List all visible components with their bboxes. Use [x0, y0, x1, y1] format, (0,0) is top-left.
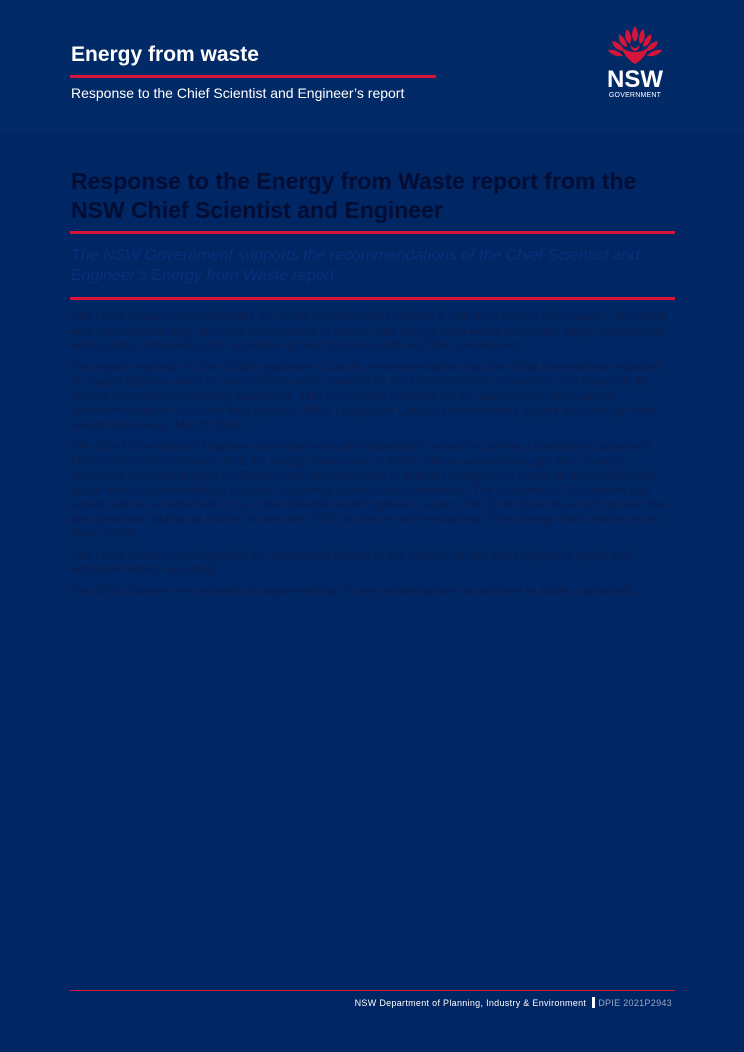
- header-banner: [0, 0, 744, 132]
- lead-statement: The NSW Government supports the recommendations of the Chief Scientist and Engineer’s Energy from Waste report: [71, 247, 640, 284]
- nsw-logo-text: NSW: [607, 66, 663, 93]
- footer-document-code: DPIE 2021P2943: [598, 998, 672, 1008]
- footer-department: NSW Department of Planning, Industry & Environment: [354, 998, 587, 1008]
- banner-subtitle: Response to the Chief Scientist and Engineer’s report: [71, 85, 405, 101]
- waratah-flower-icon: [600, 26, 670, 68]
- nsw-government-logo: [600, 26, 670, 102]
- paragraph: The NSW Government welcomes the Chief Scientist and Engineer’s report on energy from waste. The report was commissioned by the NSW Government to ensure that energy from waste proposals adopt international best practice standards and controls to protect human health and the environment.: [71, 309, 667, 352]
- page-title: Response to the Energy from Waste report from the NSW Chief Scientist and Engineer: [71, 168, 637, 223]
- paragraph: The report responds to the NSW Legislative Council’s recommendation that the NSW Government establish an expert advisory body on energy from waste chaired by the Chief Scientist to examine and report on the energy from waste regulatory framework. This is to create certainty for the market and communities (Recommendation 19 of the final report of NSW Legislative Council Parliamentary Inquiry into Energy from Waste technology, March 2018).: [71, 359, 662, 432]
- paragraph: The NSW Government commits to implementing the recommendations as outlined in Table 1 attached.: [71, 583, 634, 598]
- paragraph: The Chief Scientist and Engineer commissioned an independent review by Sydney University of proposed best practice air emissions limits for energy from waste in NSW. Advice was also sought from Sydney University on technological challenges and developments in aligning energy from waste facilities with NSW government policies relating to waste, recycling, and net-zero emissions. The outcomes of this review and expert advice are attached to the Chief Scientist and Engineer’s report. The Chief Scientist and Engineer has also provided additional advice (November 2020) on the recommendations of his Energy from Waste report (May 2020).: [71, 439, 668, 540]
- title-divider: [70, 231, 675, 234]
- footer-divider: [70, 990, 675, 991]
- footer: [355, 997, 672, 1008]
- body-text: [71, 309, 673, 605]
- government-logo-text: GOVERNMENT: [608, 92, 662, 99]
- banner-divider: [70, 75, 436, 78]
- lead-divider: [70, 297, 675, 300]
- paragraph: The NSW Government supports the recommendations of the Chief Scientist and Engineer’s report and additional advice provided.: [71, 547, 634, 576]
- footer-separator: [592, 997, 595, 1008]
- banner-title: Energy from waste: [71, 43, 259, 66]
